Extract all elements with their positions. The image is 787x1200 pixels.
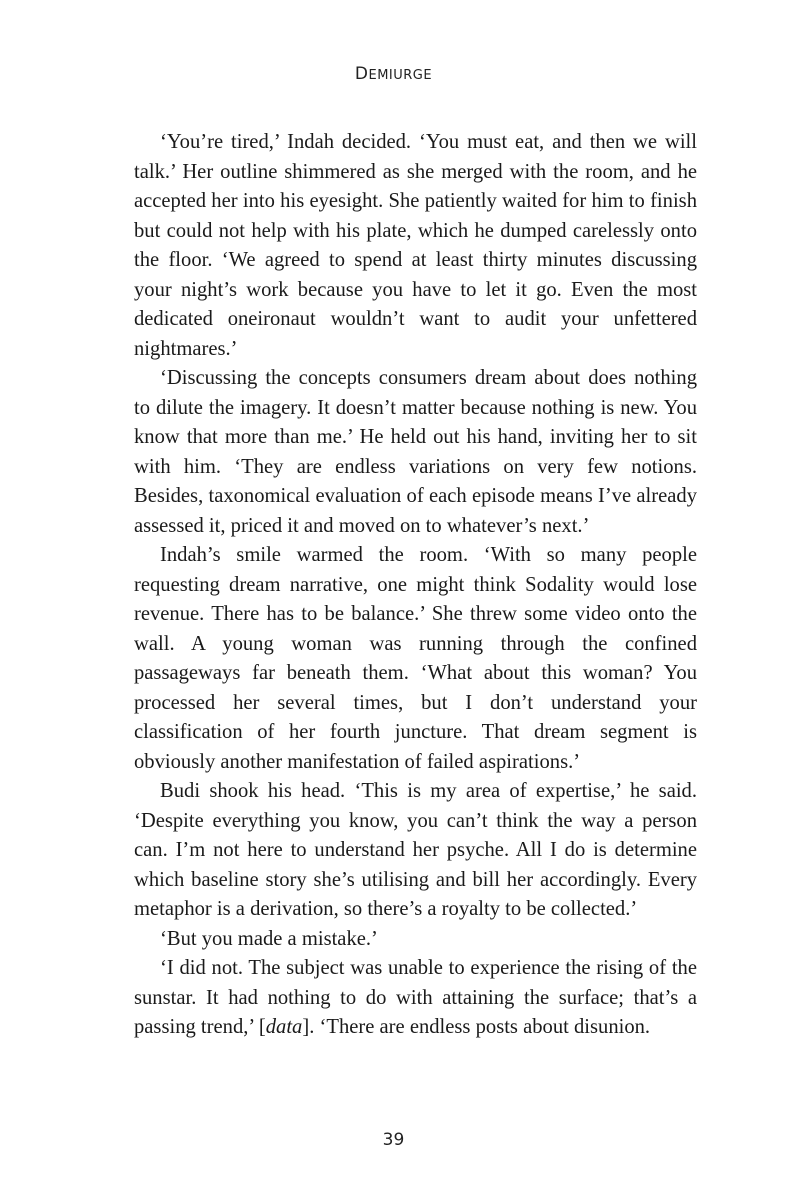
- paragraph-3: Indah’s smile warmed the room. ‘With so many people requesting dream narrative, one might think Sodality would lose revenue. There has to be balance.’ She threw some video onto the wall. A young woman was running through the confined passageways far beneath them. ‘What about this woman? You processed her several times, but I don’t understand your classification of her fourth juncture. That dream segment is obviously another manifestation of failed aspirations.’: [134, 544, 697, 773]
- paragraph-2: ‘Discussing the concepts consumers dream about does nothing to dilute the imagery. It doesn’t matter because nothing is new. You know that more than me.’ He held out his hand, inviting her to sit with him. ‘They are endless variations on very few notions. Besides, taxonomical evaluation of each episode means I’ve already assessed it, priced it and moved on to whatever’s next.’: [134, 367, 697, 537]
- page-number: 39: [382, 1130, 405, 1150]
- body-text: [134, 128, 697, 1043]
- paragraph-6-text-after: ]. ‘There are endless posts about disunion.: [302, 1016, 651, 1038]
- paragraph-6-text-before: ‘I did not. The subject was unable to experience the rising of the sunstar. It had nothing to do with attaining the surface; that’s a passing trend,’ [: [134, 957, 697, 1038]
- running-head: [0, 64, 787, 84]
- paragraph-6: [134, 954, 697, 1043]
- running-head-initial: D: [354, 64, 369, 84]
- paragraph-1: ‘You’re tired,’ Indah decided. ‘You must eat, and then we will talk.’ Her outline shimmered as she merged with the room, and he accepted her into his eyesight. She patiently waited for him to finish but could not help with his plate, which he dumped carelessly onto the floor. ‘We agreed to spend at least thirty minutes discussing your night’s work because you have to let it go. Even the most dedicated oneironaut wouldn’t want to audit your unfettered nightmares.’: [134, 131, 697, 360]
- running-head-rest: EMIURGE: [368, 68, 433, 83]
- paragraph-6-italic-word: data: [265, 1016, 303, 1038]
- paragraph-4: Budi shook his head. ‘This is my area of expertise,’ he said. ‘Despite everything you know, you can’t think the way a person can. I’m not here to understand her psyche. All I do is determine which baseline story she’s utilising and bill her accordingly. Every metaphor is a derivation, so there’s a royalty to be collected.’: [134, 780, 697, 920]
- paragraph-5: ‘But you made a mistake.’: [160, 927, 378, 950]
